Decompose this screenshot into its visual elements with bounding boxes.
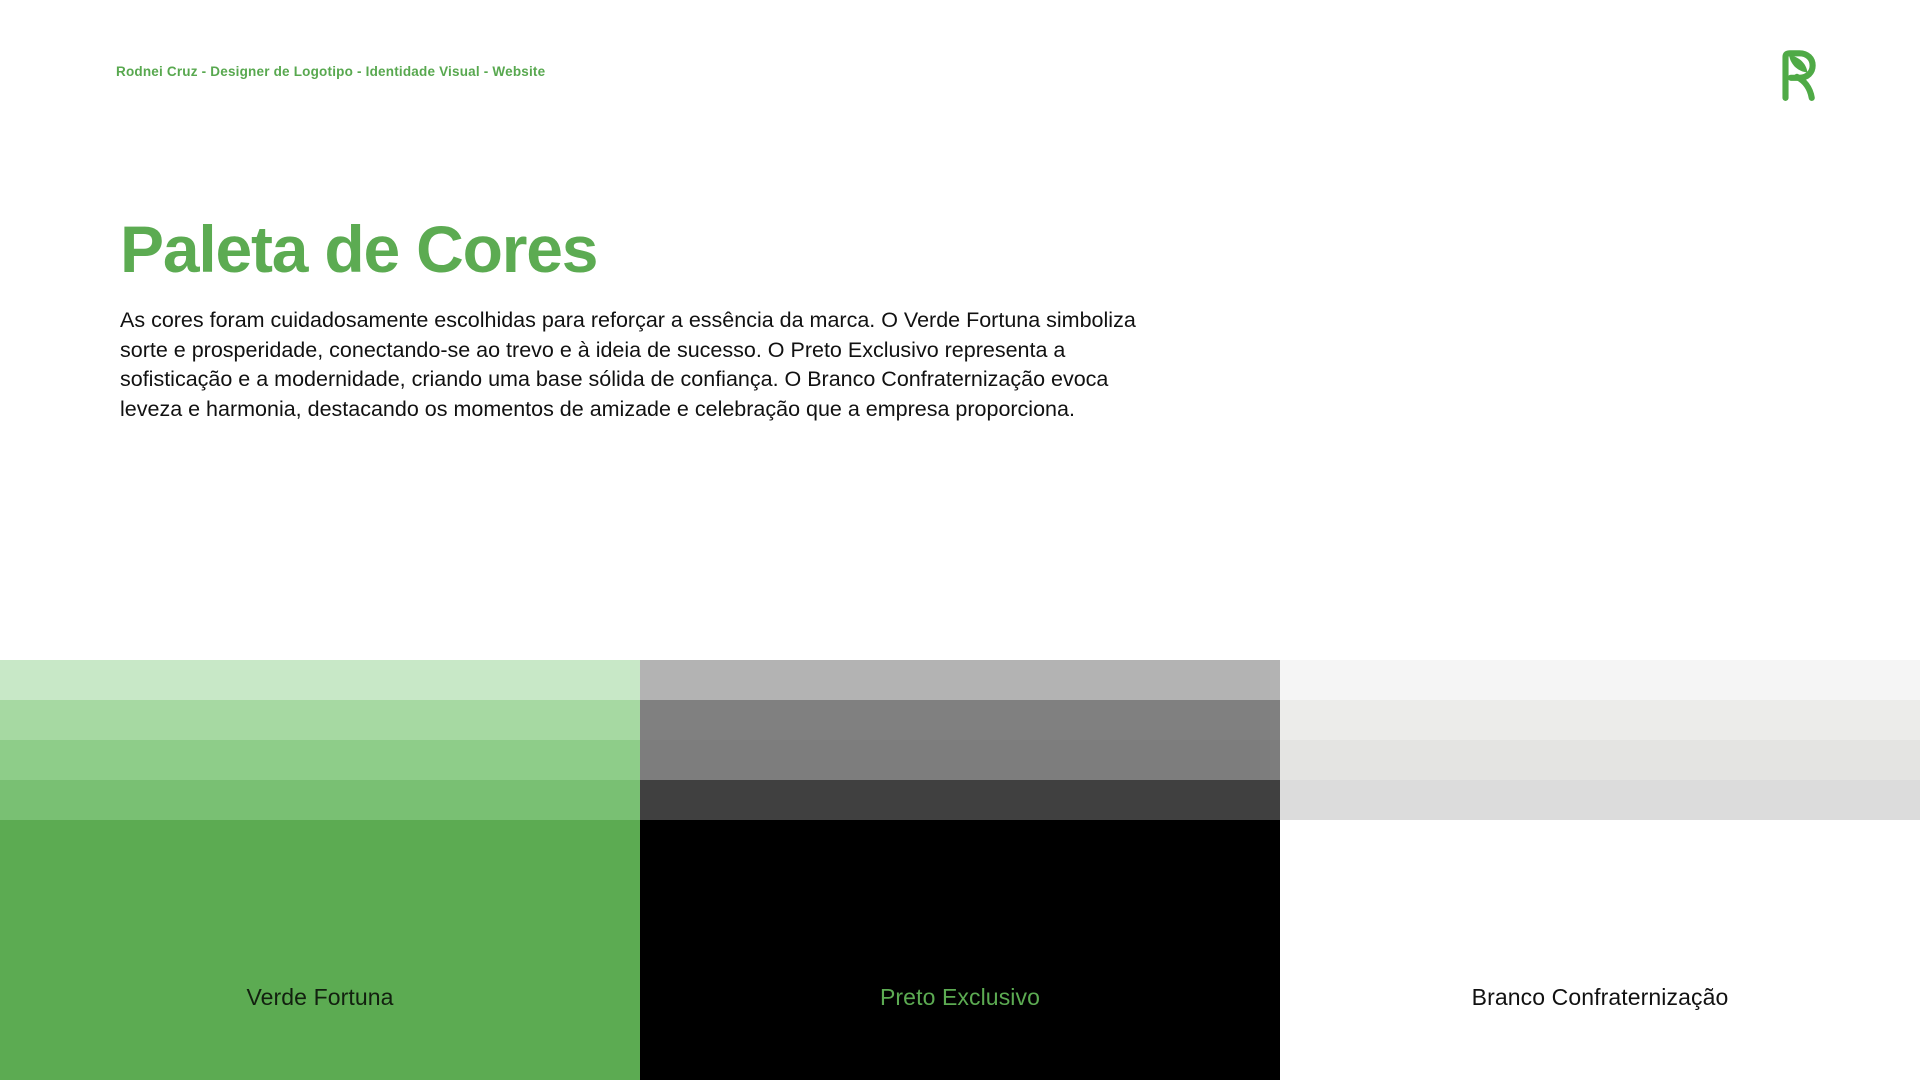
swatch-verde-fortuna [0, 660, 640, 1080]
swatch-base [640, 820, 1280, 1080]
swatch-tint [1280, 740, 1920, 780]
swatch-label: Verde Fortuna [246, 984, 394, 1011]
header-brand-label: Rodnei Cruz - Designer de Logotipo - Identidade Visual - Website [116, 64, 546, 79]
r-leaf-logo-icon [1768, 48, 1824, 104]
swatch-base [1280, 820, 1920, 1080]
swatch-tint [0, 660, 640, 700]
swatch-tint [1280, 660, 1920, 700]
swatch-base [0, 820, 640, 1080]
swatch-tint [0, 700, 640, 740]
page-paragraph: As cores foram cuidadosamente escolhidas para reforçar a essência da marca. O Verde Fortuna simboliza sorte e prosperidade, conectando-se ao trevo e à ideia de sucesso. O Preto Exclusivo representa a sofisticação e a modernidade, criando uma base sólida de confiança. O Branco Confraternização evoca leveza e harmonia, destacando os momentos de amizade e celebração que a empresa proporciona. [120, 308, 1136, 421]
swatch-label: Branco Confraternização [1471, 984, 1729, 1011]
swatch-tint [640, 700, 1280, 740]
page-title: Paleta de Cores [120, 212, 598, 286]
swatch-preto-exclusivo [640, 660, 1280, 1080]
swatch-tint [640, 660, 1280, 700]
swatch-tint [0, 780, 640, 820]
color-palette [0, 660, 1920, 1080]
content-block [120, 212, 1180, 424]
header [0, 0, 1920, 150]
swatch-tint [0, 740, 640, 780]
swatch-tint [1280, 700, 1920, 740]
swatch-label: Preto Exclusivo [879, 984, 1040, 1011]
swatch-tint [640, 740, 1280, 780]
swatch-tint [1280, 780, 1920, 820]
swatch-tint [640, 780, 1280, 820]
swatch-branco-confraternizacao [1280, 660, 1920, 1080]
